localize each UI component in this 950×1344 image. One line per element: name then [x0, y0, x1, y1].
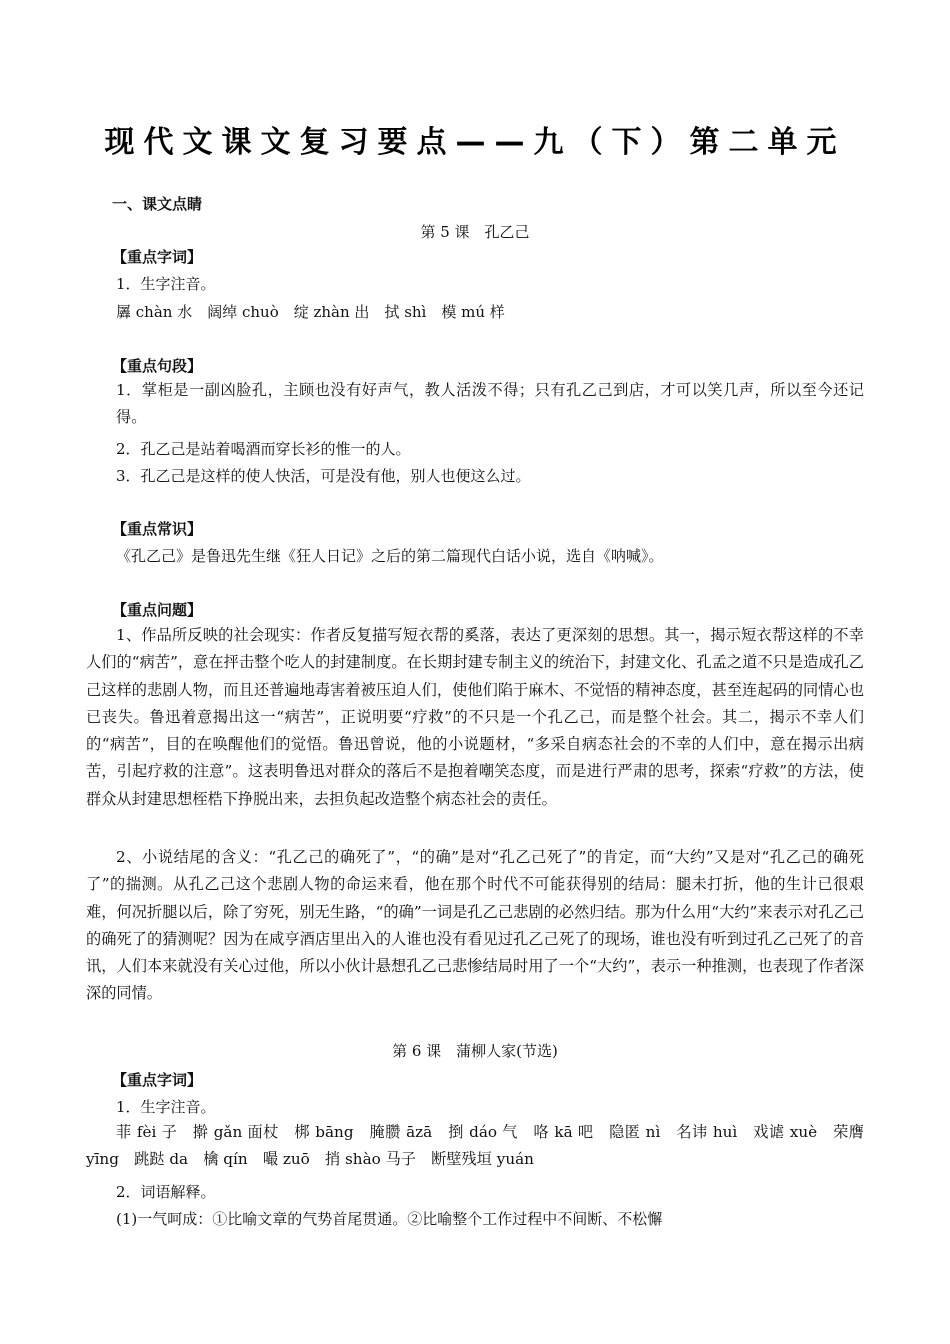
lesson6-vocab-def1: (1)一气呵成：①比喻文章的气势首尾贯通。②比喻整个工作过程中不间断、不松懈 — [116, 1210, 663, 1228]
lesson6-vocab-item2: 2．词语解释。 — [116, 1183, 216, 1201]
lesson6-heading: 第 6 课 蒲柳人家(节选) — [392, 1042, 558, 1060]
lesson6-vocab-item1: 1．生字注音。 — [116, 1098, 216, 1116]
lesson5-sentence3: 3．孔乙己是这样的使人快活，可是没有他，别人也便这么过。 — [116, 467, 531, 485]
lesson5-sentence1: 1．掌柜是一副凶脸孔，主顾也没有好声气，教人活泼不得；只有孔乙己到店，才可以笑几声，所以至今还记得。 — [116, 381, 864, 427]
lesson5-sentence2: 2．孔乙己是站着喝酒而穿长衫的惟一的人。 — [116, 440, 411, 458]
lesson5-knowledge-title: 【重点常识】 — [112, 520, 203, 538]
lesson5-vocab-item1: 1．生字注音。 — [116, 275, 216, 293]
lesson5-knowledge-text: 《孔乙己》是鲁迅先生继《狂人日记》之后的第二篇现代白话小说，选自《呐喊》。 — [116, 547, 664, 565]
lesson5-question2: 2、小说结尾的含义：“孔乙己的确死了”，“的确”是对“孔乙己死了”的肯定，而“大约”又是对“孔乙己的确死了”的揣测。从孔乙己这个悲剧人物的命运来看，他在那个时代不可能获得别的结局：腿未打折，他的生计已很艰难，何况折腿以后，除了穷死，别无生路，“的确”一词是孔乙己悲剧的必然归结。那为什么用“大约”来表示对孔乙己的确死了的猜测呢？因为在咸亨酒店里出入的人谁也没有看见过孔乙己死了的现场，谁也没有听到过孔乙己死了的音讯，人们本来就没有关心过他，所以小伙计悬想孔乙己悲惨结局时用了一个“大约”，表示一种推测，也表现了作者深深的同情。 — [86, 848, 864, 1003]
document-title: 现代文课文复习要点——九（下）第二单元 — [104, 125, 846, 160]
lesson5-question1: 1、作品所反映的社会现实：作者反复描写短衣帮的奚落，表达了更深刻的思想。其一，揭示短衣帮这样的不幸人们的“病苦”，意在抨击整个吃人的封建制度。在长期封建专制主义的统治下，封建文化、孔孟之道不只是造成孔乙己这样的悲剧人物，而且还普遍地毒害着被压迫人们，使他们陷于麻木、不觉悟的精神态度，甚至连起码的同情心也已丧失。鲁迅着意揭出这一“病苦”，正说明要“疗救”的不只是一个孔乙己，而是整个社会。其二，揭示不幸人们的“病苦”，目的在唤醒他们的觉悟。鲁迅曾说，他的小说题材，“多采自病态社会的不幸的人们中，意在揭示出病苦，引起疗救的注意”。这表明鲁迅对群众的落后不是抱着嘲笑态度，而是进行严肃的思考，探索“疗救”的方法，使群众从封建思想桎梏下挣脱出来，去担负起改造整个病态社会的责任。 — [86, 626, 864, 808]
lesson5-sentences-title: 【重点句段】 — [112, 357, 203, 375]
lesson5-vocab-title: 【重点字词】 — [112, 248, 203, 266]
lesson5-vocab-words: 羼 chàn 水 阔绰 chuò 绽 zhàn 出 拭 shì 模 mú 样 — [116, 303, 505, 321]
lesson6-vocab-words: 菲 fèi 子 擀 gǎn 面杖 梆 bāng 腌臜 āzā 捯 dáo 气 咯 kā 吧 隐匿 nì 名讳 huì 戏谑 xuè 荣膺 yīng 跳跶 da 檎 qín 嘬 zuō 捎 shào 马子 断壁残垣 yuán — [86, 1123, 864, 1169]
lesson5-heading: 第 5 课 孔乙己 — [420, 223, 530, 241]
section-heading: 一、课文点睛 — [112, 195, 203, 213]
lesson6-vocab-title: 【重点字词】 — [112, 1071, 203, 1089]
lesson5-questions-title: 【重点问题】 — [112, 601, 203, 619]
